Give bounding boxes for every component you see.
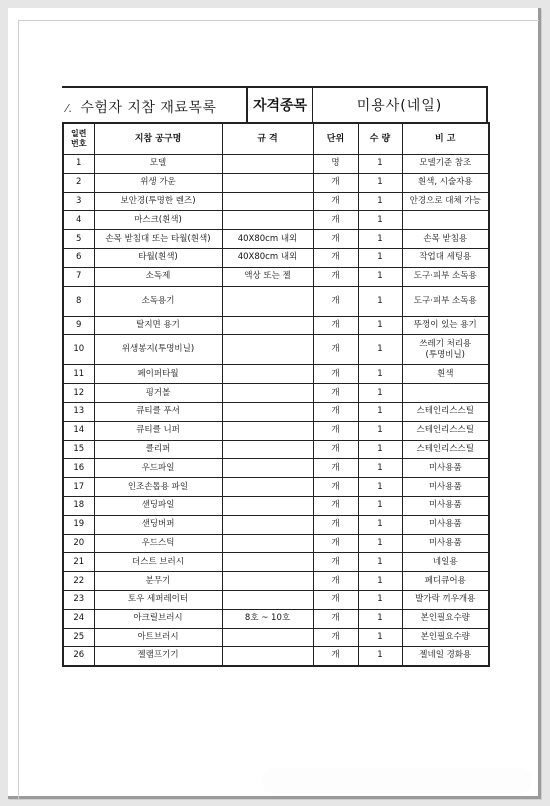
cell-note: 뚜껑이 있는 용기 [402,316,489,335]
cell-spec: 40X80cm 내외 [222,230,313,249]
cell-note: 도구·피부 소독용 [402,286,489,316]
cell-unit: 개 [313,384,358,403]
cell-qty: 1 [358,572,402,591]
cell-unit: 개 [313,173,358,192]
cell-item: 토우 세퍼레이터 [94,590,222,609]
cell-spec: 액상 또는 젤 [222,267,313,286]
cell-spec [222,553,313,572]
column-header-no: 일련 번호 [63,123,94,155]
cell-no: 2 [63,173,94,192]
cell-unit: 개 [313,230,358,249]
cell-note: 모델기준 참조 [402,155,489,174]
cell-unit: 개 [313,316,358,335]
cell-item: 샌딩파일 [94,496,222,515]
cell-qty: 1 [358,628,402,647]
cell-unit: 개 [313,440,358,459]
table-row [63,459,489,478]
cell-no: 6 [63,248,94,267]
cell-note: 네일용 [402,553,489,572]
cell-no: 17 [63,478,94,497]
cell-note: 스테인리스스틸 [402,440,489,459]
cell-spec [222,572,313,591]
cell-item: 더스트 브러시 [94,553,222,572]
cell-no: 3 [63,192,94,211]
title-text: 수험자 지참 재료목록 [80,100,217,116]
cell-note: 미사용품 [402,496,489,515]
cell-item: 큐티클 푸셔 [94,402,222,421]
cell-spec [222,316,313,335]
table-row [63,478,489,497]
table-row [63,590,489,609]
cell-spec [222,515,313,534]
cell-qty: 1 [358,647,402,666]
cell-note: 본인필요수량 [402,609,489,628]
table-row [63,553,489,572]
table-row [63,267,489,286]
cell-spec: 40X80cm 내외 [222,248,313,267]
cell-spec [222,384,313,403]
cell-qty: 1 [358,248,402,267]
cell-spec [222,647,313,666]
table-row [63,440,489,459]
cell-no: 8 [63,286,94,316]
cell-qty: 1 [358,335,402,365]
cell-unit: 개 [313,335,358,365]
cell-spec [222,421,313,440]
cell-note [402,211,489,230]
cell-qty: 1 [358,286,402,316]
table-row [63,211,489,230]
cell-note: 손목 받침용 [402,230,489,249]
table-row [63,609,489,628]
column-header-spec: 규 격 [222,123,313,155]
cell-item: 손목 받침대 또는 타월(흰색) [94,230,222,249]
document-header [62,86,488,124]
cell-no: 15 [63,440,94,459]
cell-spec [222,365,313,384]
table-row [63,192,489,211]
cell-no: 21 [63,553,94,572]
cell-item: 핑거볼 [94,384,222,403]
cell-unit: 개 [313,496,358,515]
table-row [63,316,489,335]
cell-item: 큐티클 니퍼 [94,421,222,440]
table-row [63,402,489,421]
cell-unit: 개 [313,365,358,384]
cell-spec [222,335,313,365]
cell-note: 페디큐어용 [402,572,489,591]
table-row [63,335,489,365]
cell-note: 본인필요수량 [402,628,489,647]
cell-no: 22 [63,572,94,591]
table-row [63,230,489,249]
cell-no: 18 [63,496,94,515]
cell-item: 소독제 [94,267,222,286]
cell-spec [222,628,313,647]
cell-qty: 1 [358,267,402,286]
cell-note: 미사용품 [402,534,489,553]
cell-note [402,384,489,403]
table-row [63,496,489,515]
cell-unit: 개 [313,211,358,230]
cell-spec [222,496,313,515]
cell-unit: 개 [313,267,358,286]
cell-unit: 개 [313,572,358,591]
cell-item: 아크릴브러시 [94,609,222,628]
cell-item: 위생봉지(투명비닐) [94,335,222,365]
cell-no: 23 [63,590,94,609]
cell-spec [222,192,313,211]
cell-qty: 1 [358,515,402,534]
cell-qty: 1 [358,384,402,403]
cell-unit: 개 [313,478,358,497]
cell-no: 12 [63,384,94,403]
cell-note: 스테인리스스틸 [402,402,489,421]
cell-spec [222,402,313,421]
cell-item: 타월(흰색) [94,248,222,267]
cell-note: 도구·피부 소독용 [402,267,489,286]
table-row [63,384,489,403]
cell-item: 샌딩버퍼 [94,515,222,534]
cell-item: 우드파일 [94,459,222,478]
cell-item: 보안경(투명한 렌즈) [94,192,222,211]
cell-note: 젤네일 경화용 [402,647,489,666]
table-row [63,286,489,316]
materials-table [62,122,490,667]
table-row [63,534,489,553]
cell-note: 발가락 끼우개용 [402,590,489,609]
cell-no: 11 [63,365,94,384]
cell-note: 미사용품 [402,478,489,497]
qualification-label: 자격종목 [248,88,313,124]
cell-no: 5 [63,230,94,249]
cell-no: 13 [63,402,94,421]
cell-item: 젤램프기기 [94,647,222,666]
column-header-item: 지참 공구명 [94,123,222,155]
cell-spec [222,590,313,609]
table-header-row [63,123,489,155]
cell-spec [222,534,313,553]
cell-qty: 1 [358,440,402,459]
cell-no: 4 [63,211,94,230]
cell-no: 25 [63,628,94,647]
cell-unit: 명 [313,155,358,174]
cell-qty: 1 [358,496,402,515]
cell-no: 1 [63,155,94,174]
cell-no: 24 [63,609,94,628]
cell-no: 19 [63,515,94,534]
cell-qty: 1 [358,316,402,335]
cell-note: 미사용품 [402,459,489,478]
table-row [63,647,489,666]
cell-unit: 개 [313,590,358,609]
cell-unit: 개 [313,628,358,647]
cell-qty: 1 [358,173,402,192]
cell-unit: 개 [313,534,358,553]
cell-spec [222,440,313,459]
cell-note: 흰색 [402,365,489,384]
table-row [63,173,489,192]
cell-qty: 1 [358,402,402,421]
cell-spec [222,478,313,497]
cell-unit: 개 [313,248,358,267]
cell-note: 스테인리스스틸 [402,421,489,440]
table-row [63,248,489,267]
cell-spec [222,286,313,316]
blurred-area [262,768,532,794]
qualification-box [246,88,486,124]
cell-spec [222,211,313,230]
table-row [63,421,489,440]
cell-item: 위생 가운 [94,173,222,192]
column-header-unit: 단위 [313,123,358,155]
cell-no: 26 [63,647,94,666]
cell-unit: 개 [313,609,358,628]
cell-unit: 개 [313,515,358,534]
cell-note: 작업대 세팅용 [402,248,489,267]
cell-qty: 1 [358,230,402,249]
cell-item: 분무기 [94,572,222,591]
cell-note: 미사용품 [402,515,489,534]
cell-note: 쓰레기 처리용 (투명비닐) [402,335,489,365]
cell-qty: 1 [358,155,402,174]
cell-qty: 1 [358,459,402,478]
column-header-qty: 수 량 [358,123,402,155]
cell-spec [222,173,313,192]
cell-unit: 개 [313,421,358,440]
table-row [63,572,489,591]
cell-no: 7 [63,267,94,286]
cell-unit: 개 [313,286,358,316]
cell-unit: 개 [313,402,358,421]
cell-qty: 1 [358,590,402,609]
cell-item: 마스크(흰색) [94,211,222,230]
cell-qty: 1 [358,365,402,384]
table-row [63,628,489,647]
cell-item: 탈지면 용기 [94,316,222,335]
cell-item: 모델 [94,155,222,174]
table-row [63,155,489,174]
cell-qty: 1 [358,534,402,553]
cell-unit: 개 [313,647,358,666]
title-mark: ⁄. [66,102,73,115]
cell-qty: 1 [358,478,402,497]
cell-qty: 1 [358,211,402,230]
cell-unit: 개 [313,192,358,211]
table-row [63,515,489,534]
column-header-note: 비 고 [402,123,489,155]
page-title [66,97,216,117]
cell-spec [222,155,313,174]
cell-item: 인조손톱용 파일 [94,478,222,497]
cell-item: 우드스틱 [94,534,222,553]
cell-item: 아트브러시 [94,628,222,647]
cell-item: 클리퍼 [94,440,222,459]
cell-note: 흰색, 시술자용 [402,173,489,192]
cell-no: 16 [63,459,94,478]
cell-spec [222,459,313,478]
cell-unit: 개 [313,459,358,478]
qualification-value: 미용사(네일) [356,98,443,114]
cell-no: 10 [63,335,94,365]
cell-qty: 1 [358,609,402,628]
cell-qty: 1 [358,421,402,440]
cell-unit: 개 [313,553,358,572]
cell-no: 9 [63,316,94,335]
cell-spec: 8호 ~ 10호 [222,609,313,628]
cell-qty: 1 [358,192,402,211]
cell-note: 안경으로 대체 가능 [402,192,489,211]
cell-qty: 1 [358,553,402,572]
cell-no: 14 [63,421,94,440]
cell-no: 20 [63,534,94,553]
table-row [63,365,489,384]
cell-item: 소독용기 [94,286,222,316]
cell-item: 페이퍼타월 [94,365,222,384]
